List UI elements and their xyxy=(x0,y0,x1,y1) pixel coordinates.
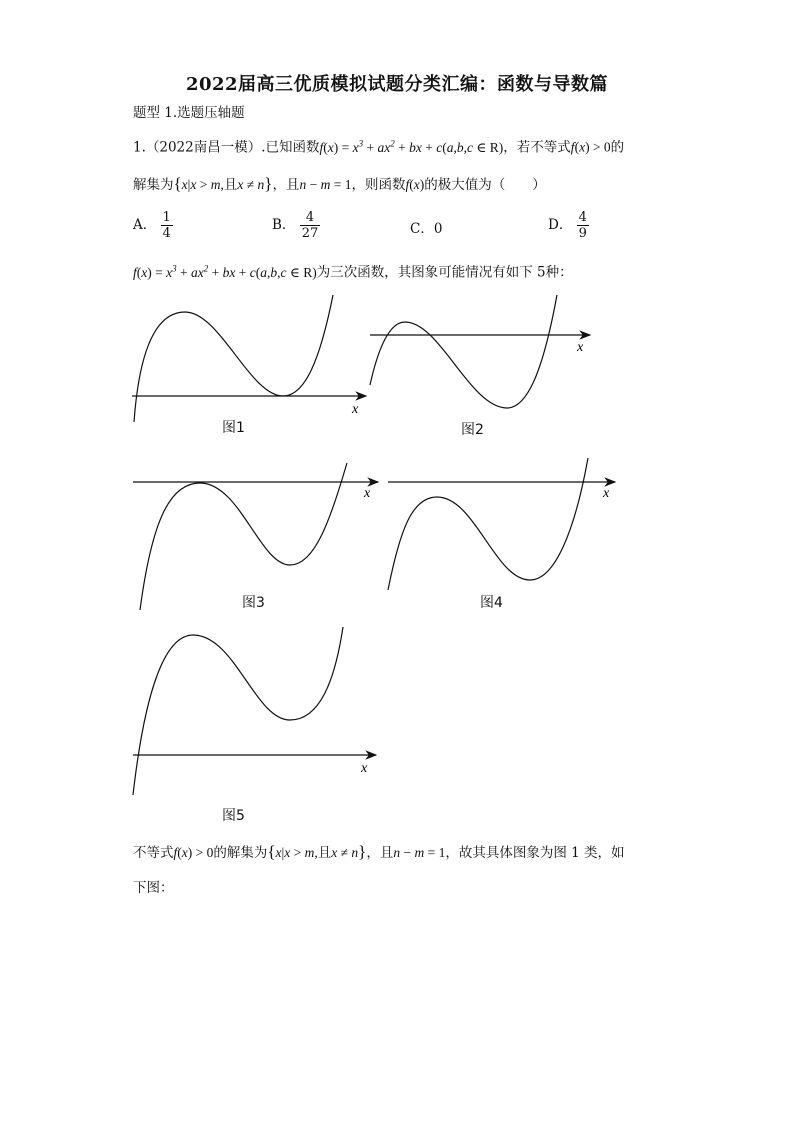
figure-2-caption: 图2 xyxy=(461,422,484,438)
option-c[interactable]: C．0 xyxy=(410,221,443,237)
option-a[interactable]: A． $\frac{1}{4}$ xyxy=(133,210,171,241)
line2-end: 的极大值为（ ） xyxy=(424,177,546,193)
line2-mid: ，且 xyxy=(272,177,300,193)
figure-2-curve xyxy=(370,295,557,408)
option-b-fraction: $\frac{4}{27}$ xyxy=(301,210,319,241)
inequality: f(x) > 0 xyxy=(570,139,611,155)
page-title: 2022届高三优质模拟试题分类汇编：函数与导数篇 xyxy=(185,74,609,95)
figure-5-caption: 图5 xyxy=(222,808,245,824)
conclusion-solution-set: {x|x > m,且x ≠ n} xyxy=(267,842,367,861)
n-minus-m: n − m = 1 xyxy=(299,177,352,192)
figure-5-axis-label: x xyxy=(361,761,368,776)
cubic-function: $f(x) = x^3 + ax^2$ + bx + c(a,b,c ∈ R) xyxy=(133,263,317,280)
line2-mid2: ，则函数 xyxy=(351,177,406,193)
condition-end: 的 xyxy=(610,139,625,156)
function-f: f(x) xyxy=(405,177,425,192)
figure-4-curve xyxy=(388,458,588,590)
conclusion-inequality: f(x) > 0 xyxy=(173,845,214,860)
option-d-fraction: $\frac{4}{9}$ xyxy=(578,210,587,241)
figure-1-curve xyxy=(134,295,333,422)
figure-3-curve xyxy=(140,463,347,610)
condition-mid: ，若不等式 xyxy=(503,139,571,156)
line2-start: 解集为 xyxy=(133,177,174,193)
analysis-text: 为三次函数，其图象可能情况有如下 5种： xyxy=(316,264,573,281)
figure-3-graph xyxy=(133,463,378,610)
figure-3-caption: 图3 xyxy=(242,595,265,611)
figure-3-axis-label: x xyxy=(364,486,371,501)
figure-5-graph xyxy=(133,627,376,795)
option-d[interactable]: D． $\frac{4}{9}$ xyxy=(548,210,587,241)
figure-4-axis-label: x xyxy=(603,486,610,501)
figure-2-axis-label: x xyxy=(577,340,584,355)
section-heading: 题型 1.选题压轴题 xyxy=(133,105,245,121)
figure-1-caption: 图1 xyxy=(222,420,245,436)
option-a-fraction: $\frac{1}{4}$ xyxy=(162,210,171,241)
figure-4-graph xyxy=(388,458,615,590)
figure-1-axis-label: x xyxy=(352,402,359,417)
solution-set: {x|x > m,且x ≠ n} xyxy=(173,174,273,193)
conclusion-n-minus-m: n − m = 1 xyxy=(393,845,446,860)
figure-1-graph xyxy=(132,295,366,422)
function-definition: $f(x) = x^3 + ax^2$ + bx + c(a,b,c ∈ R) xyxy=(319,138,504,155)
figure-2-graph xyxy=(370,295,590,408)
conclusion-line-1: 不等式f(x) > 0的解集为{x|x > m,且x ≠ n}，且n − m = 1，故其具体图象为图 1 类，如 xyxy=(133,842,625,861)
conclusion-line-2: 下图： xyxy=(133,880,174,896)
option-b[interactable]: B． $\frac{4}{27}$ xyxy=(272,210,319,241)
figure-5-curve xyxy=(133,627,343,795)
figure-4-caption: 图4 xyxy=(480,595,503,611)
question-prefix: 1.（2022南昌一模）.已知函数 xyxy=(133,139,320,156)
